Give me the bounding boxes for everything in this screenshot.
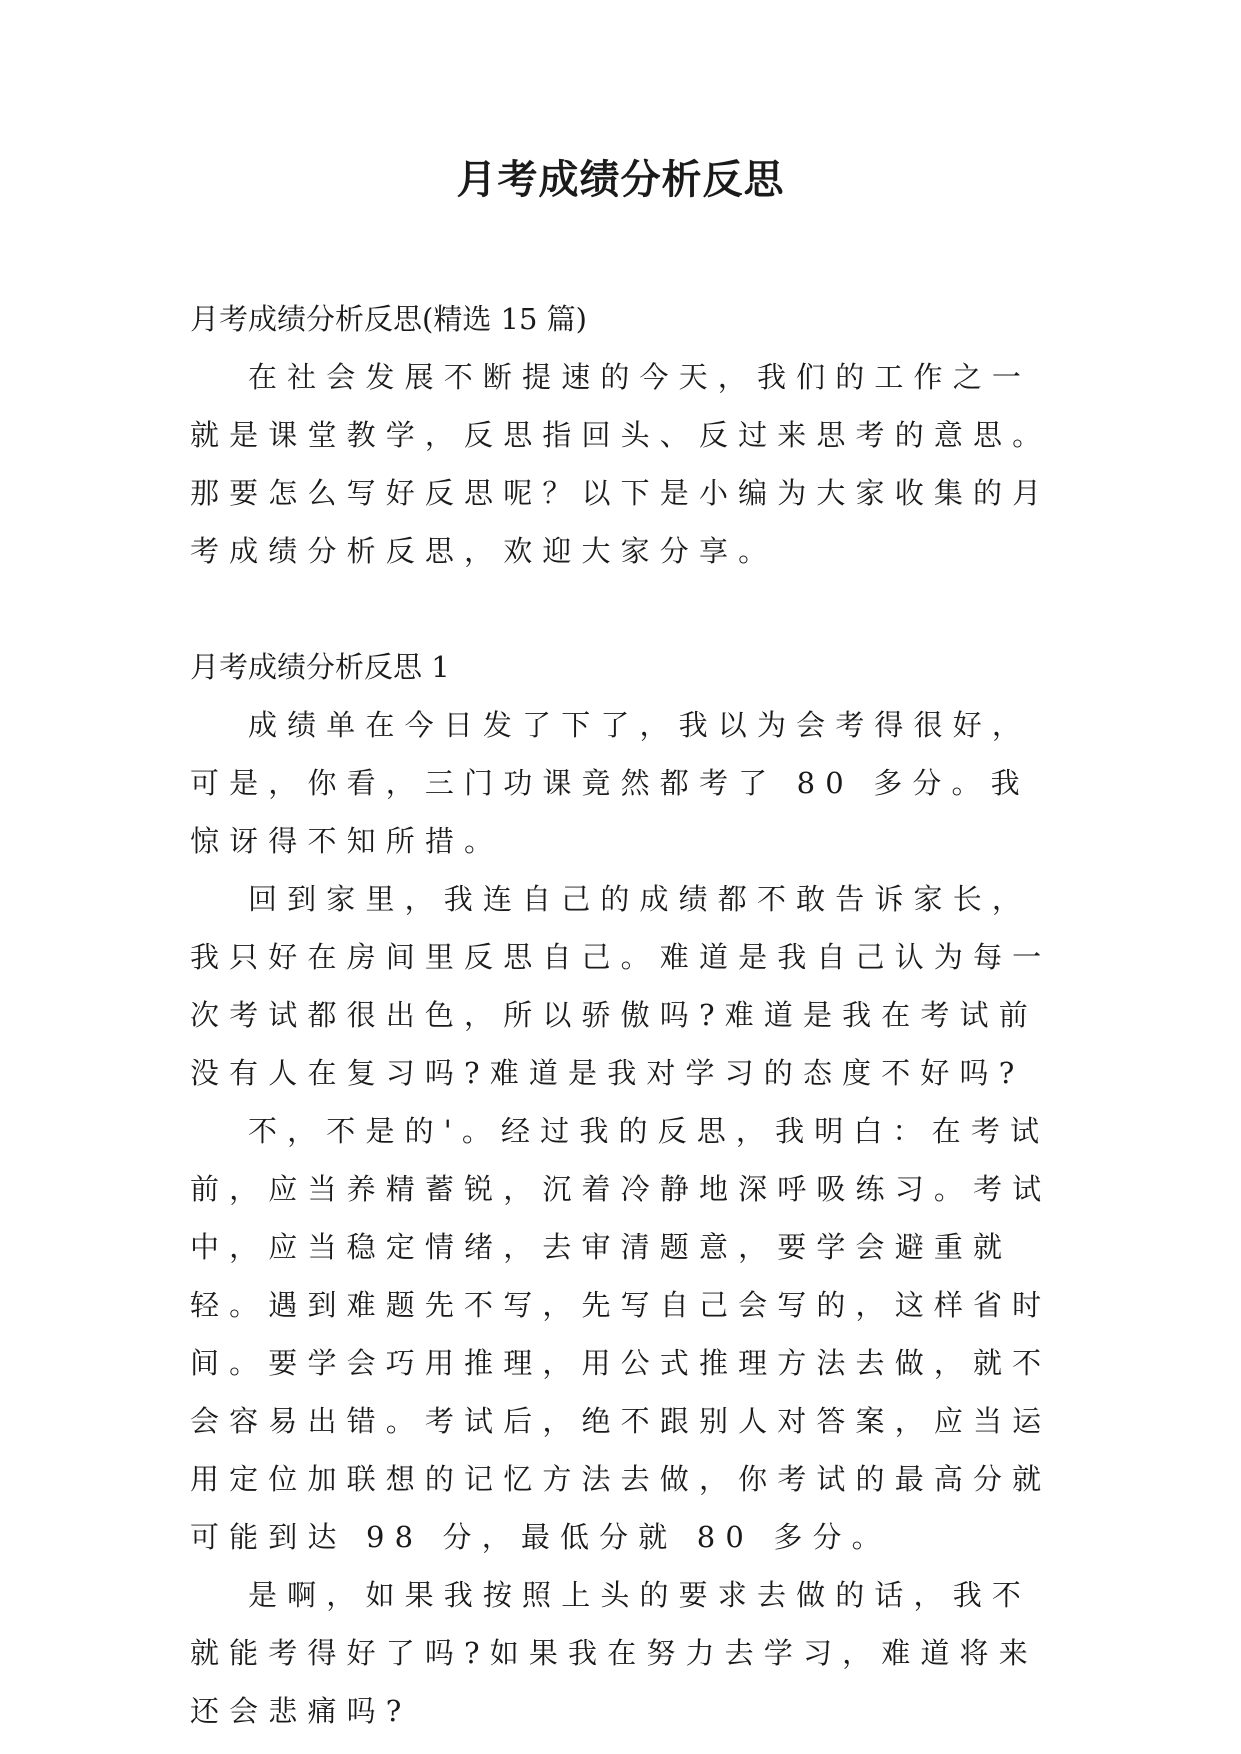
body-paragraph: 成绩单在今日发了下了，我以为会考得很好，可是，你看，三门功课竟然都考了 80 多分。我惊讶得不知所措。 bbox=[190, 708, 1032, 858]
document-subtitle: 月考成绩分析反思(精选 15 篇) bbox=[190, 302, 587, 336]
document-body bbox=[190, 290, 1060, 1740]
section-spacer bbox=[190, 580, 1060, 638]
body-paragraph: 回到家里，我连自己的成绩都不敢告诉家长，我只好在房间里反思自己。难道是我自己认为每一次考试都很出色，所以骄傲吗?难道是我在考试前没有人在复习吗?难道是我对学习的态度不好吗? bbox=[190, 882, 1052, 1090]
section-heading: 月考成绩分析反思 1 bbox=[190, 650, 450, 684]
body-paragraph: 不，不是的'。经过我的反思，我明白：在考试前，应当养精蓄锐，沉着冷静地深呼吸练习。考试中，应当稳定情绪，去审清题意，要学会避重就轻。遇到难题先不写，先写自己会写的，这样省时间。要学会巧用推理，用公式推理方法去做，就不会容易出错。考试后，绝不跟别人对答案，应当运用定位加联想的记忆方法去做，你考试的最高分就可能到达 98 分，最低分就 80 多分。 bbox=[190, 1114, 1052, 1554]
intro-paragraph: 在社会发展不断提速的今天，我们的工作之一就是课堂教学，反思指回头、反过来思考的意思。那要怎么写好反思呢？以下是小编为大家收集的月考成绩分析反思，欢迎大家分享。 bbox=[190, 360, 1052, 568]
body-paragraph: 是啊，如果我按照上头的要求去做的话，我不就能考得好了吗?如果我在努力去学习，难道将来还会悲痛吗? bbox=[190, 1578, 1038, 1728]
document-title: 月考成绩分析反思 bbox=[456, 157, 785, 203]
